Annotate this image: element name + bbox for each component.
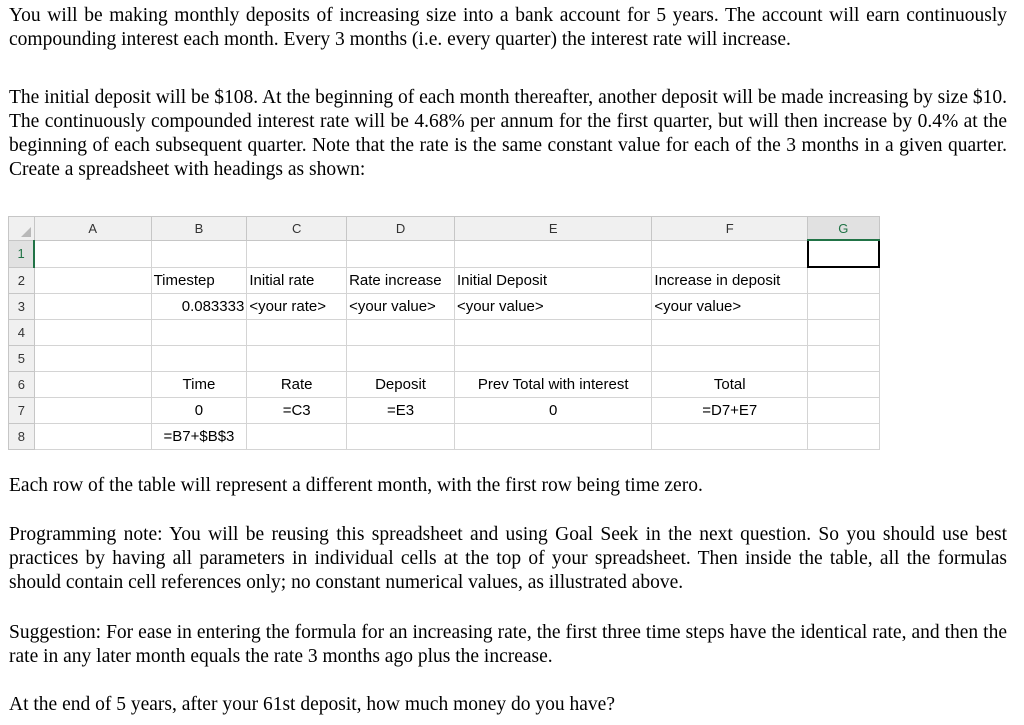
cell-A7[interactable] <box>34 398 151 424</box>
select-all-corner[interactable] <box>9 217 35 241</box>
cell-C2[interactable]: Initial rate <box>247 267 347 294</box>
cell-C5[interactable] <box>247 346 347 372</box>
column-header-c[interactable]: C <box>247 217 347 241</box>
spreadsheet <box>8 216 880 449</box>
cell-C3[interactable]: <your rate> <box>247 294 347 320</box>
cell-G3[interactable] <box>808 294 879 320</box>
cell-B2[interactable]: Timestep <box>151 267 247 294</box>
cell-G6[interactable] <box>808 372 879 398</box>
cell-E7[interactable]: 0 <box>454 398 651 424</box>
cell-D3[interactable]: <your value> <box>347 294 455 320</box>
sheet-row-3 <box>9 294 880 320</box>
cell-B6[interactable]: Time <box>151 372 247 398</box>
row-header-1[interactable]: 1 <box>9 240 35 267</box>
cell-A8[interactable] <box>34 424 151 450</box>
sheet-row-5 <box>9 346 880 372</box>
cell-C4[interactable] <box>247 320 347 346</box>
column-header-a[interactable]: A <box>34 217 151 241</box>
cell-D7[interactable]: =E3 <box>347 398 455 424</box>
cell-A4[interactable] <box>34 320 151 346</box>
cell-B8[interactable]: =B7+$B$3 <box>151 424 247 450</box>
programming-note-paragraph: Programming note: You will be reusing this spreadsheet and using Goal Seek in the next question. So you should use best practices by having all parameters in individual cells at the top of your spreadsheet. Then inside the table, all the formulas should contain cell references only; no constant numerical values, as illustrated above. <box>9 524 1007 593</box>
cell-G5[interactable] <box>808 346 879 372</box>
cell-D1[interactable] <box>347 240 455 267</box>
cell-B5[interactable] <box>151 346 247 372</box>
cell-A5[interactable] <box>34 346 151 372</box>
cell-E6[interactable]: Prev Total with interest <box>454 372 651 398</box>
sheet-row-8 <box>9 424 880 450</box>
sheet-row-2 <box>9 267 880 294</box>
table-explanation-paragraph: Each row of the table will represent a different month, with the first row being time zero. <box>9 475 703 496</box>
cell-D4[interactable] <box>347 320 455 346</box>
row-header-5[interactable]: 5 <box>9 346 35 372</box>
column-header-g[interactable]: G <box>808 217 879 241</box>
cell-E4[interactable] <box>454 320 651 346</box>
cell-F6[interactable]: Total <box>652 372 808 398</box>
cell-F1[interactable] <box>652 240 808 267</box>
column-header-b[interactable]: B <box>151 217 247 241</box>
cell-G8[interactable] <box>808 424 879 450</box>
cell-F4[interactable] <box>652 320 808 346</box>
cell-E2[interactable]: Initial Deposit <box>454 267 651 294</box>
intro-paragraph: You will be making monthly deposits of increasing size into a bank account for 5 years. The account will earn continuously compounding interest each month. Every 3 months (i.e. every quarter) the interest rate will increase. <box>9 5 1007 50</box>
cell-F2[interactable]: Increase in deposit <box>652 267 808 294</box>
cell-D8[interactable] <box>347 424 455 450</box>
cell-E3[interactable]: <your value> <box>454 294 651 320</box>
cell-C8[interactable] <box>247 424 347 450</box>
column-header-f[interactable]: F <box>652 217 808 241</box>
cell-A3[interactable] <box>34 294 151 320</box>
cell-E8[interactable] <box>454 424 651 450</box>
row-header-4[interactable]: 4 <box>9 320 35 346</box>
cell-C6[interactable]: Rate <box>247 372 347 398</box>
row-header-8[interactable]: 8 <box>9 424 35 450</box>
sheet-row-7 <box>9 398 880 424</box>
cell-G1-active[interactable] <box>808 240 879 267</box>
cell-D5[interactable] <box>347 346 455 372</box>
cell-E1[interactable] <box>454 240 651 267</box>
cell-G4[interactable] <box>808 320 879 346</box>
cell-E5[interactable] <box>454 346 651 372</box>
sheet-row-6 <box>9 372 880 398</box>
cell-D2[interactable]: Rate increase <box>347 267 455 294</box>
sheet-row-4 <box>9 320 880 346</box>
cell-F7[interactable]: =D7+E7 <box>652 398 808 424</box>
cell-C1[interactable] <box>247 240 347 267</box>
row-header-7[interactable]: 7 <box>9 398 35 424</box>
cell-F5[interactable] <box>652 346 808 372</box>
row-header-6[interactable]: 6 <box>9 372 35 398</box>
row-header-3[interactable]: 3 <box>9 294 35 320</box>
cell-F3[interactable]: <your value> <box>652 294 808 320</box>
question-paragraph: At the end of 5 years, after your 61st deposit, how much money do you have? <box>9 694 615 715</box>
row-header-2[interactable]: 2 <box>9 267 35 294</box>
cell-A2[interactable] <box>34 267 151 294</box>
parameters-paragraph: The initial deposit will be $108. At the beginning of each month thereafter, another deposit will be made increasing by size $10. The continuously compounded interest rate will be 4.68% per annum for the first quarter, but will then increase by 0.4% at the beginning of each subsequent quarter. Note that the rate is the same constant value for each of the 3 months in a given quarter. Create a spreadsheet with headings as shown: <box>9 87 1007 180</box>
cell-C7[interactable]: =C3 <box>247 398 347 424</box>
sheet-row-1 <box>9 240 880 267</box>
cell-A1[interactable] <box>34 240 151 267</box>
cell-F8[interactable] <box>652 424 808 450</box>
cell-A6[interactable] <box>34 372 151 398</box>
cell-B4[interactable] <box>151 320 247 346</box>
column-header-e[interactable]: E <box>454 217 651 241</box>
cell-G2[interactable] <box>808 267 879 294</box>
suggestion-paragraph: Suggestion: For ease in entering the formula for an increasing rate, the first three time steps have the identical rate, and then the rate in any later month equals the rate 3 months ago plus the increase. <box>9 622 1007 667</box>
column-header-row <box>9 217 880 241</box>
cell-B7[interactable]: 0 <box>151 398 247 424</box>
cell-D6[interactable]: Deposit <box>347 372 455 398</box>
column-header-d[interactable]: D <box>347 217 455 241</box>
cell-B3[interactable]: 0.083333 <box>151 294 247 320</box>
cell-B1[interactable] <box>151 240 247 267</box>
cell-G7[interactable] <box>808 398 879 424</box>
